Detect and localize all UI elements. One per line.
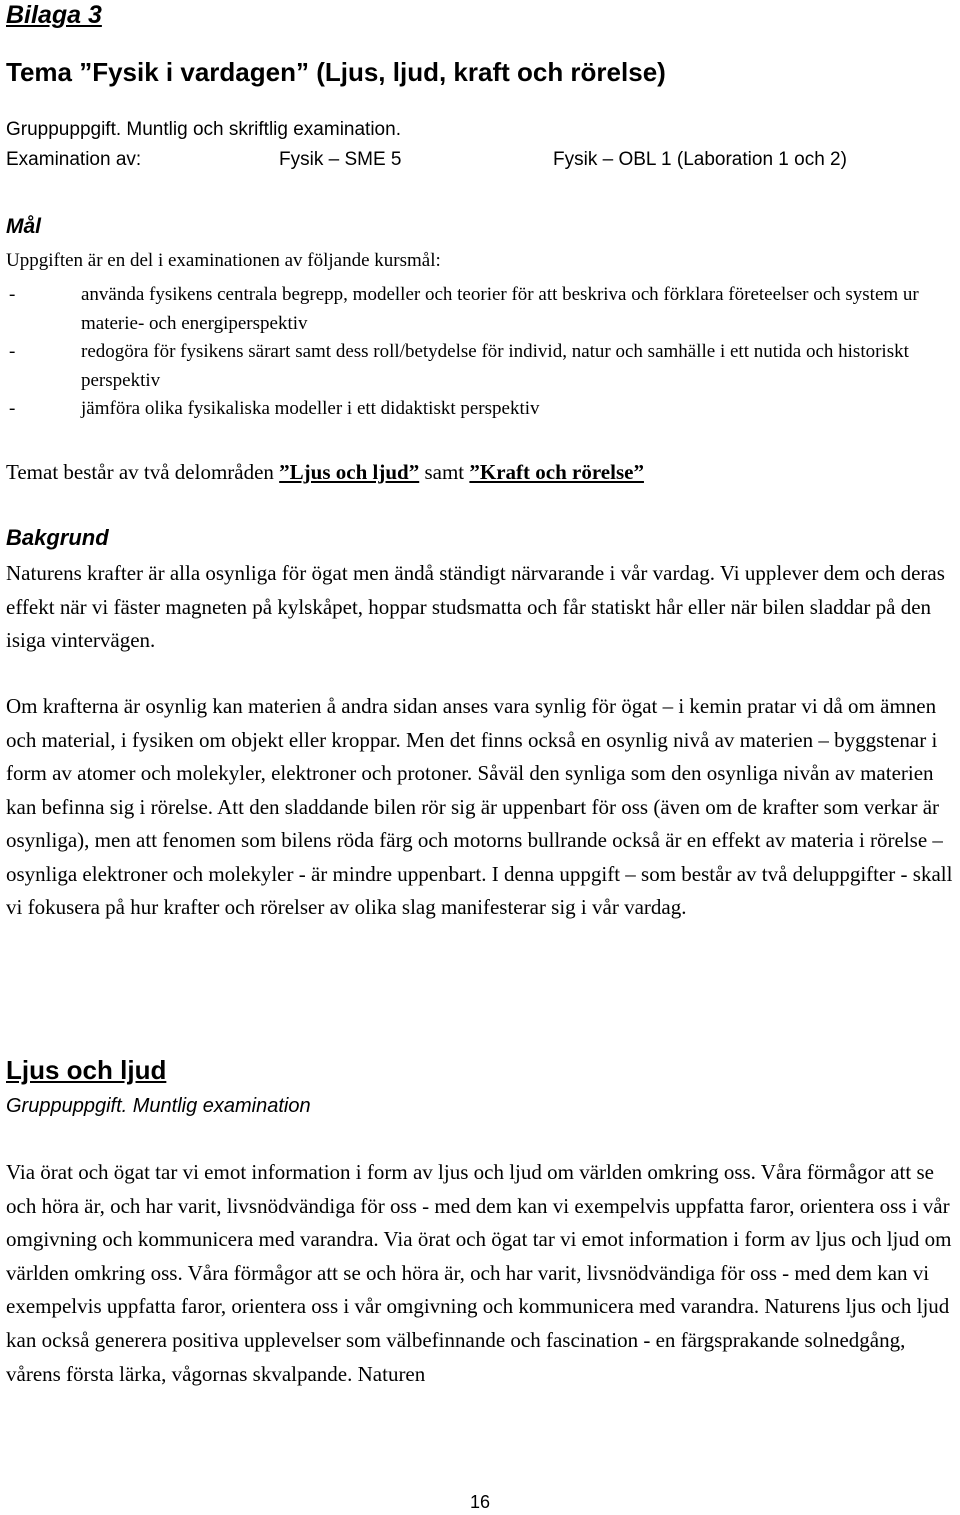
background-paragraph-1: Naturens krafter är alla osynliga för ögat men ändå ständigt närvarande i vår vardag. Vi upplever dem och deras effekt när vi fäster magneten på kylskåpet, hoppar studsmatta och får statiskt hår eller när bilen sladdar på den isiga vintervägen.	[6, 561, 945, 653]
goal-item	[6, 338, 946, 395]
goal-dash: -	[9, 341, 16, 362]
goal-item	[6, 395, 946, 424]
goal-dash: -	[9, 284, 16, 305]
goal-text: jämföra olika fysikaliska modeller i ett didaktiskt perspektiv	[81, 398, 540, 419]
goals-list	[6, 281, 946, 424]
light-sound-subheading: Gruppuppgift. Muntlig examination	[6, 1095, 311, 1117]
goal-text: använda fysikens centrala begrepp, modeller och teorier för att beskriva och förklara företeelser och system ur materie- och energiperspektiv	[81, 284, 919, 334]
goals-heading: Mål	[6, 215, 42, 238]
theme-area-force-motion: ”Kraft och rörelse”	[469, 460, 644, 484]
theme-areas-middle: samt	[419, 460, 470, 484]
light-sound-paragraph: Via örat och ögat tar vi emot information i form av ljus och ljud om världen omkring oss. Våra förmågor att se och höra är, och har varit, livsnödvändiga för oss - med dem kan vi exempelvis uppfatta faror, orientera oss i vår omgivning och kommunicera med varandra. Via örat och ögat tar vi emot information i form av ljus och ljud om världen omkring oss. Våra förmågor att se och höra är, och har varit, livsnödvändiga för oss - med dem kan vi exempelvis uppfatta faror, orientera oss i vår omgivning och kommunicera med varandra. Naturens ljus och ljud kan också generera positiva upplevelser som välbefinnande och fascination - en färgsprakande solnedgång, vårens första lärka, vågornas skvalpande. Naturen	[6, 1160, 952, 1386]
goals-intro: Uppgiften är en del i examinationen av följande kursmål:	[6, 250, 441, 271]
goal-item	[6, 281, 946, 338]
page-number: 16	[469, 1492, 491, 1512]
assignment-type: Gruppuppgift. Muntlig och skriftlig examination.	[6, 119, 401, 140]
theme-areas-prefix: Temat består av två delområden	[6, 460, 280, 484]
goal-text: redogöra för fysikens särart samt dess roll/betydelse för individ, natur och samhälle i ett nutida och historiskt perspektiv	[81, 341, 909, 391]
background-heading: Bakgrund	[6, 525, 109, 550]
light-sound-heading: Ljus och ljud	[6, 1055, 167, 1085]
theme-area-light-sound: ”Ljus och ljud”	[279, 460, 420, 484]
examination-course-2: Fysik – OBL 1 (Laboration 1 och 2)	[553, 149, 847, 170]
theme-title: Tema ”Fysik i vardagen” (Ljus, ljud, kraft och rörelse)	[6, 57, 666, 87]
examination-course-1: Fysik – SME 5	[279, 149, 402, 170]
goal-dash: -	[9, 398, 16, 419]
background-paragraph-2: Om krafterna är osynlig kan materien å andra sidan anses vara synlig för ögat – i kemin pratar vi då om ämnen och material, i fysiken om objekt eller kroppar. Men det finns också en osynlig nivå av materien – byggstenar i form av atomer och molekyler, elektroner och protoner. Såväl den synliga som den osynliga nivån av materien kan befinna sig i rörelse. Att den sladdande bilen rör sig är uppenbart för oss (även om de krafter som verkar är osynliga), men att fenomen som bilens röda färg och motorns bullrande också är en effekt av materia i rörelse – osynliga elektroner och molekyler - är mindre uppenbart. I denna uppgift – som består av två deluppgifter - skall vi fokusera på hur krafter och rörelser av olika slag manifesterar sig i vår vardag.	[6, 694, 953, 919]
appendix-title: Bilaga 3	[6, 1, 102, 29]
examination-label: Examination av:	[6, 149, 142, 170]
theme-areas	[6, 457, 644, 487]
